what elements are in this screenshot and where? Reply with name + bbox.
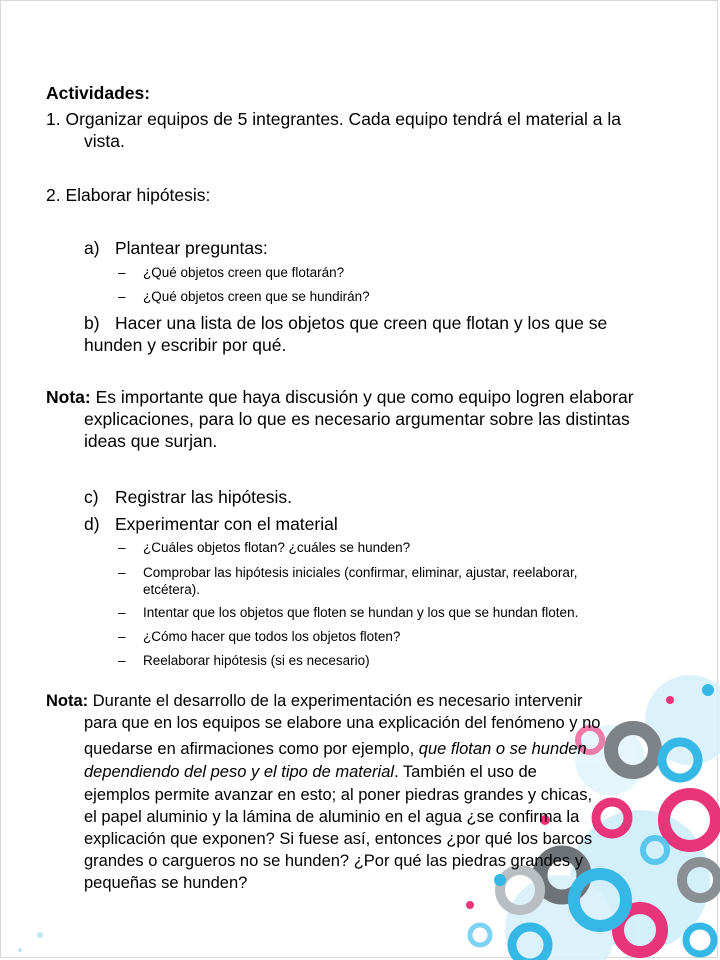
- sub-d-marker: d): [84, 514, 100, 534]
- sub-a-label: Plantear preguntas:: [115, 238, 268, 258]
- nota-2-line-5: ejemplos permite avanzar en esto; al poner piedras grandes y chicas,: [84, 786, 593, 804]
- sub-c-marker: c): [84, 487, 99, 507]
- sub-b-line-2: hunden y escribir por qué.: [84, 335, 287, 355]
- nota-1-line-3: ideas que surjan.: [84, 431, 218, 451]
- nota-2-line-3: quedarse en afirmaciones como por ejemplo, que flotan o se hunden: [84, 740, 587, 758]
- dash-icon: –: [118, 629, 126, 644]
- nota-2-line-4: dependiendo del peso y el tipo de material. También el uso de: [84, 763, 537, 781]
- sub-b-marker: b): [84, 313, 100, 333]
- dash-icon: –: [118, 265, 126, 280]
- nota-label: Nota:: [46, 387, 91, 407]
- sub-d-bullet-4: ¿Cómo hacer que todos los objetos floten?: [143, 629, 401, 644]
- item-2: 2. Elaborar hipótesis:: [46, 185, 211, 205]
- nota-2-line-9: pequeñas se hunden?: [84, 874, 248, 892]
- sub-a-bullet-2: ¿Qué objetos creen que se hundirán?: [143, 289, 370, 304]
- sub-d-bullet-3: Intentar que los objetos que floten se hundan y los que se hundan floten.: [143, 605, 579, 620]
- item-1-line-1: 1. Organizar equipos de 5 integrantes. Cada equipo tendrá el material a la: [46, 109, 621, 129]
- sub-a-marker: a): [84, 238, 100, 258]
- item-1-line-2: vista.: [84, 131, 125, 151]
- sub-a-bullet-1: ¿Qué objetos creen que flotarán?: [143, 265, 345, 280]
- nota-1-line-1: Nota: Es importante que haya discusión y que como equipo logren elaborar: [46, 387, 634, 407]
- sub-d-bullet-5: Reelaborar hipótesis (si es necesario): [143, 653, 370, 668]
- nota-2-line-8: grandes o cargueros no se hunden? ¿Por qué las piedras grandes y: [84, 852, 583, 870]
- sub-b-line-1: Hacer una lista de los objetos que creen que flotan y los que se: [115, 313, 608, 333]
- nota-1-line-2: explicaciones, para lo que es necesario argumentar sobre las distintas: [84, 409, 630, 429]
- dash-icon: –: [118, 289, 126, 304]
- nota-2-line-1: Nota: Durante el desarrollo de la experimentación es necesario intervenir: [46, 692, 583, 710]
- dash-icon: –: [118, 540, 126, 555]
- dash-icon: –: [118, 653, 126, 668]
- nota-2-line-6: el papel aluminio y la lámina de aluminio en el agua ¿se confirma la: [84, 808, 580, 826]
- nota-2-line-2: para que en los equipos se elabore una explicación del fenómeno y no: [84, 714, 601, 732]
- dash-icon: –: [118, 565, 126, 580]
- nota-2-line-7: explicación que exponen? Si fuese así, entonces ¿por qué los barcos: [84, 830, 593, 848]
- nota-label: Nota:: [46, 692, 89, 710]
- heading: Actividades:: [46, 83, 151, 103]
- dash-icon: –: [118, 605, 126, 620]
- sub-d-bullet-1: ¿Cuáles objetos flotan? ¿cuáles se hunden?: [143, 540, 411, 555]
- sub-c-label: Registrar las hipótesis.: [115, 487, 293, 507]
- sub-d-bullet-2-cont: etcétera).: [143, 582, 201, 597]
- sub-d-bullet-2: Comprobar las hipótesis iniciales (confirmar, eliminar, ajustar, reelaborar,: [143, 565, 578, 580]
- sub-d-label: Experimentar con el material: [115, 514, 338, 534]
